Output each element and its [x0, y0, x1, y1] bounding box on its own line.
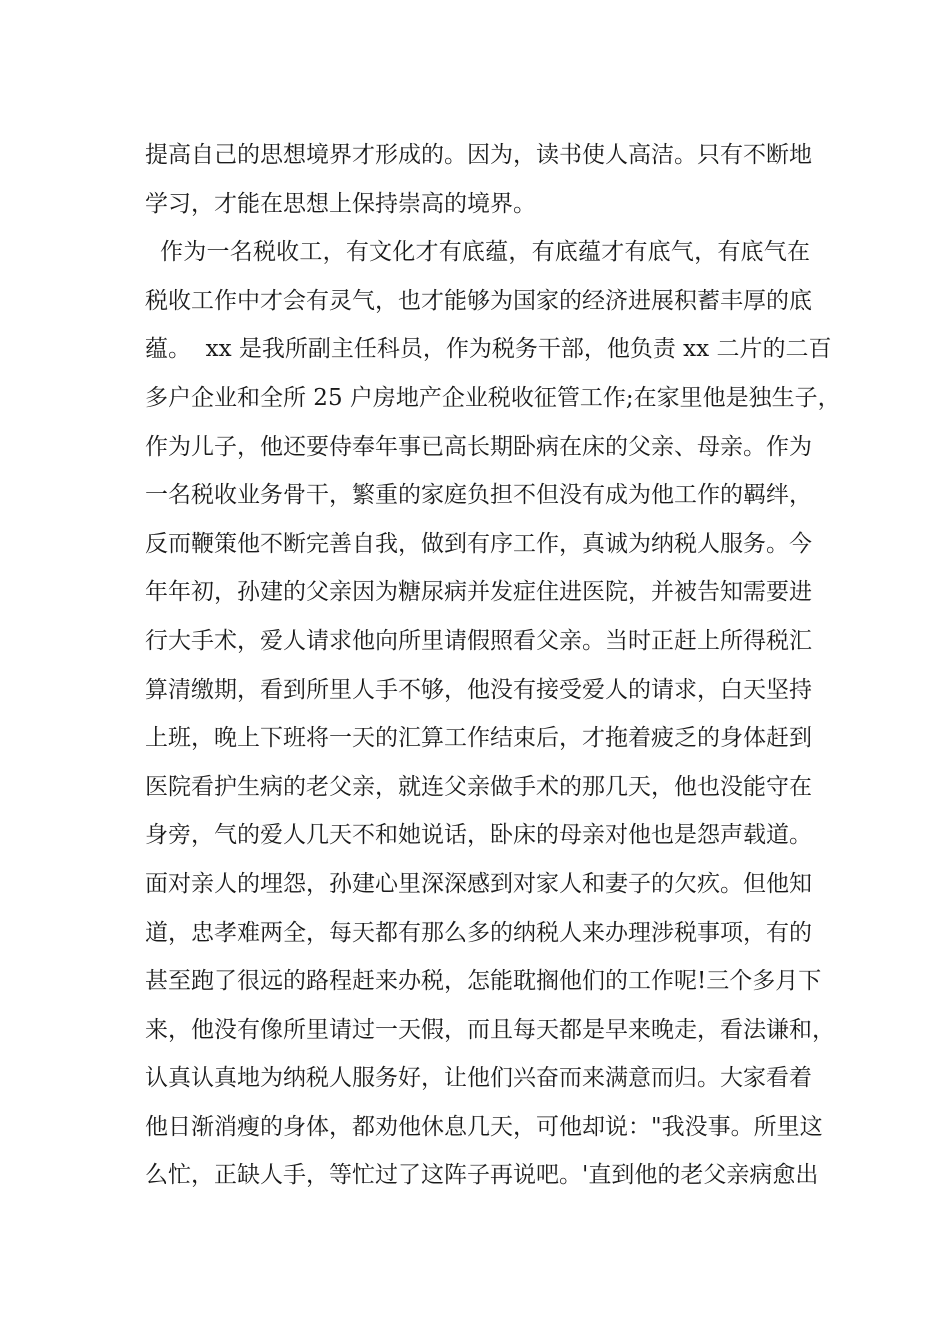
text-line: 多户企业和全所 25 户房地产企业税收征管工作;在家里他是独生子， [145, 384, 841, 411]
text-line: 医院看护生病的老父亲，就连父亲做手术的那几天，他也没能守在 [145, 773, 812, 800]
text-line: 作为一名税收工，有文化才有底蕴，有底蕴才有底气，有底气在 [145, 239, 810, 266]
text-line: 年年初，孙建的父亲因为糖尿病并发症住进医院，并被告知需要进 [145, 579, 812, 606]
text-line: 来，他没有像所里请过一天假，而且每天都是早来晚走，看法谦和， [145, 1016, 835, 1043]
text-line: 作为儿子，他还要侍奉年事已高长期卧病在床的父亲、母亲。作为 [145, 433, 812, 460]
text-line: 反而鞭策他不断完善自我，做到有序工作，真诚为纳税人服务。今 [145, 530, 812, 557]
text-line: 算清缴期，看到所里人手不够，他没有接受爱人的请求，白天坚持 [145, 676, 812, 703]
text-line: 身旁，气的爱人几天不和她说话，卧床的母亲对他也是怨声载道。 [145, 822, 812, 849]
text-line: 甚至跑了很远的路程赶来办税，怎能耽搁他们的工作呢!三个多月下 [145, 968, 822, 995]
text-line: 一名税收业务骨干，繁重的家庭负担不但没有成为他工作的羁绊， [145, 482, 812, 509]
body-text [145, 131, 841, 1200]
text-line: 行大手术，爱人请求他向所里请假照看父亲。当时正赶上所得税汇 [145, 627, 812, 654]
text-line: 他日渐消瘦的身体，都劝他休息几天，可他却说："我没事。所里这 [145, 1113, 823, 1140]
text-line: 税收工作中才会有灵气，也才能够为国家的经济进展积蓄丰厚的底 [145, 287, 812, 314]
text-line: 上班，晚上下班将一天的汇算工作结束后，才拖着疲乏的身体赶到 [145, 725, 812, 752]
text-line: 蕴。 xx 是我所副主任科员，作为税务干部，他负责 xx 二片的二百 [145, 336, 832, 363]
text-line: 提高自己的思想境界才形成的。因为，读书使人高洁。只有不断地 [145, 142, 812, 168]
text-line: 么忙，正缺人手，等忙过了这阵子再说吧。'直到他的老父亲病愈出 [145, 1162, 819, 1189]
text-line: 面对亲人的埋怨，孙建心里深深感到对家人和妻子的欠疚。但他知 [145, 870, 812, 897]
text-line: 认真认真地为纳税人服务好，让他们兴奋而来满意而归。大家看着 [145, 1065, 812, 1092]
text-line: 道，忠孝难两全，每天都有那么多的纳税人来办理涉税事项，有的 [145, 919, 812, 946]
text-line: 学习，才能在思想上保持崇高的境界。 [145, 190, 536, 217]
